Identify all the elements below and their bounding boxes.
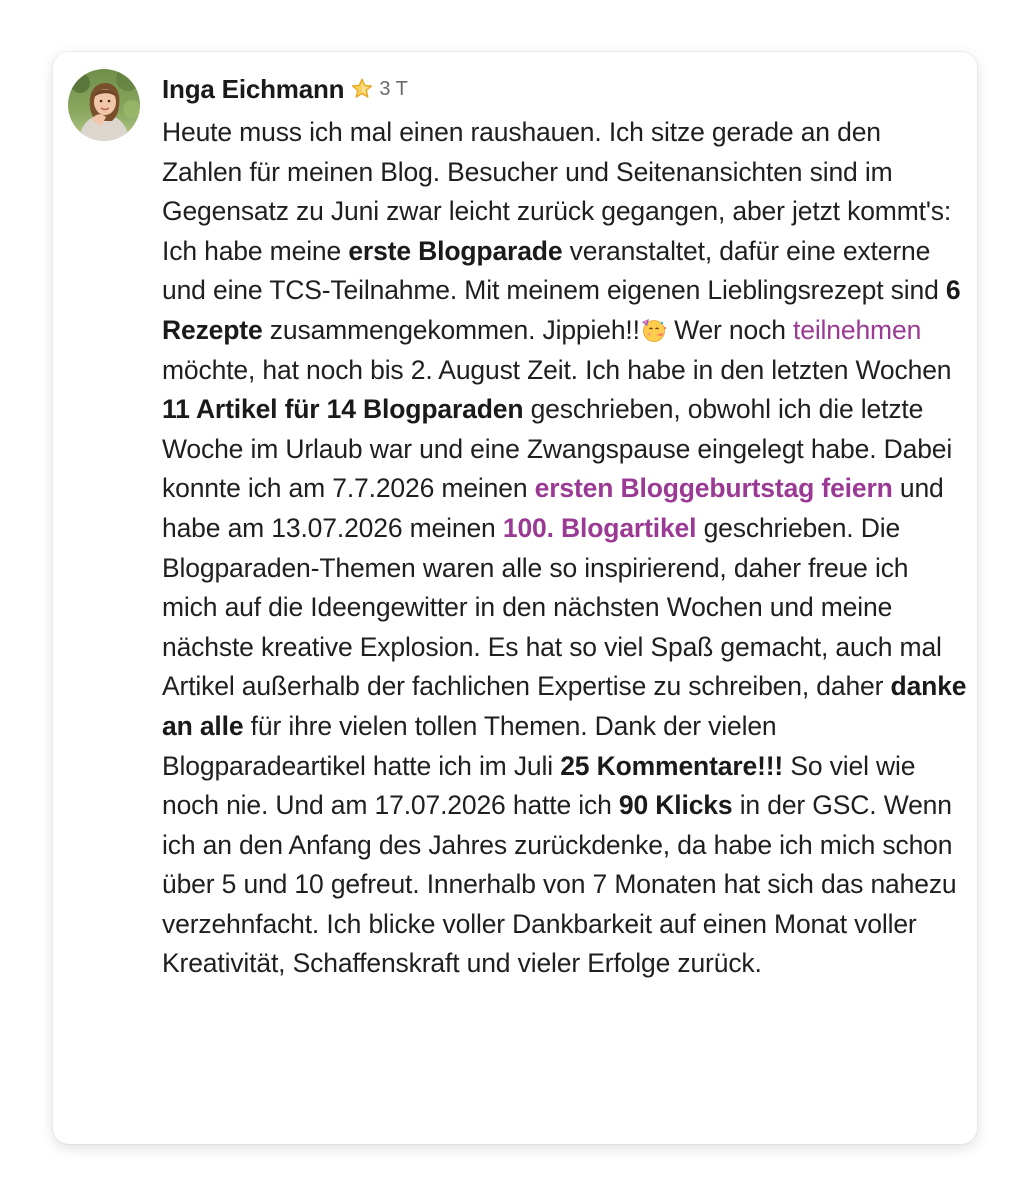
post-timestamp[interactable]: 3 T <box>379 77 408 100</box>
post-body <box>162 113 967 984</box>
post-link[interactable]: teilnehmen <box>793 314 922 345</box>
post-card <box>53 52 977 1144</box>
emphasis-text: danke an alle <box>162 671 967 741</box>
star-icon <box>350 77 374 101</box>
emphasis-text: 25 Kommentare!!! <box>560 750 784 781</box>
avatar-image <box>68 69 140 141</box>
emphasis-text: erste Blogparade <box>348 235 563 266</box>
body-text: geschrieben, obwohl ich die letzte Woche im Urlaub war und eine Zwangspause eingelegt habe. Dabei konnte ich am 7.7.2026 meinen <box>162 394 953 504</box>
body-text: So viel wie noch nie. Und am 17.07.2026 hatte ich <box>162 750 916 821</box>
body-text: und habe am 13.07.2026 meinen <box>162 473 944 543</box>
body-text: geschrieben. Die Blogparaden-Themen waren alle so inspirierend, daher freue ich mich auf die Ideengewitter in den nächsten Wochen und meine nächste kreative Explosion. Es hat so viel Spaß gemacht, auch mal Artikel außerhalb der fachlichen Expertise zu schreiben, daher <box>162 512 942 702</box>
body-text: Heute muss ich mal einen raushauen. Ich sitze gerade an den Zahlen für meinen Blog. Besucher und Seitenansichten sind im Gegensatz zu Juni zwar leicht zurück gegangen, aber jetzt kommt's: Ich habe meine <box>162 117 952 266</box>
post-content <box>162 70 967 984</box>
post-link[interactable]: ersten Bloggeburtstag feiern <box>534 473 893 504</box>
post-link[interactable]: 100. Blogartikel <box>502 512 697 543</box>
emphasis-text: 11 Artikel für 14 Blogparaden <box>162 394 524 425</box>
body-text: in der GSC. Wenn ich an den Anfang des Jahres zurückdenke, da habe ich mich schon über 5 und 10 gefreut. Innerhalb von 7 Monaten hat sich das nahezu verzehnfacht. Ich blicke voller Dankbarkeit auf einen Monat voller Kreativität, Schaffenskraft und vieler Erfolge zurück. <box>162 790 957 979</box>
party-face-emoji <box>640 315 667 342</box>
body-text: veranstaltet, dafür eine externe und eine TCS-Teilnahme. Mit meinem eigenen Lieblingsrezept sind <box>162 235 946 306</box>
body-text: für ihre vielen tollen Themen. Dank der vielen Blogparadeartikel hatte ich im Juli <box>162 710 777 781</box>
avatar[interactable] <box>68 69 140 141</box>
emphasis-text: 6 Rezepte <box>162 275 961 345</box>
body-text: zusammengekommen. Jippieh!! <box>262 314 640 345</box>
author-name[interactable]: Inga Eichmann <box>162 73 345 104</box>
body-text: möchte, hat noch bis 2. August Zeit. Ich habe in den letzten Wochen <box>162 354 952 385</box>
emphasis-text: 90 Klicks <box>618 790 733 821</box>
body-text: Wer noch <box>666 314 794 345</box>
post-header <box>162 70 967 108</box>
